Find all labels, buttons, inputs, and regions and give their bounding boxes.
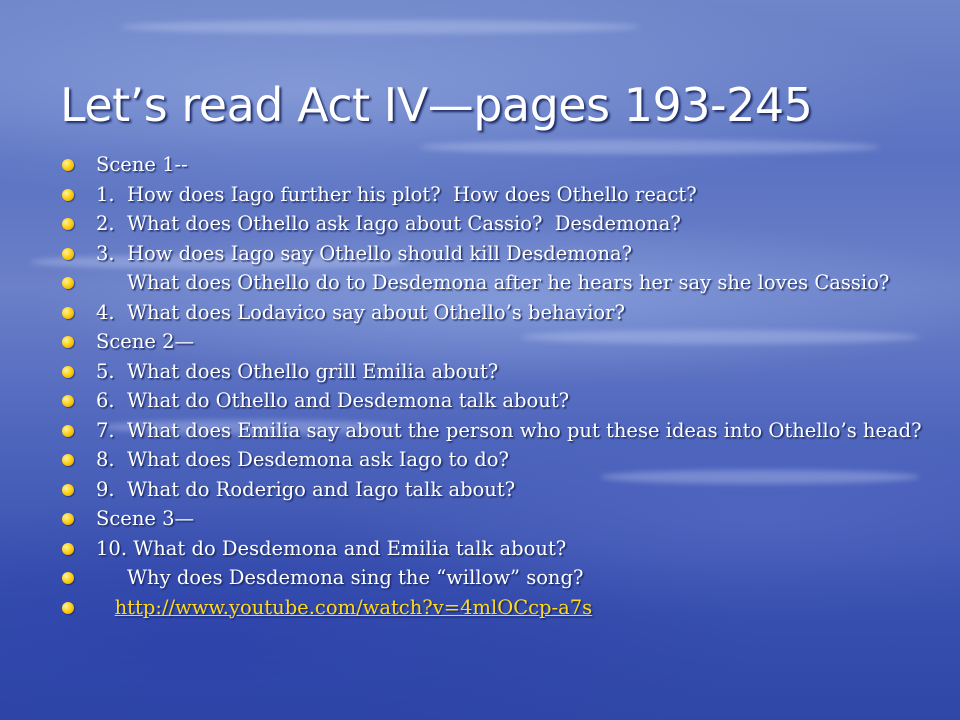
bullet-icon [62, 513, 74, 525]
bullet-item [60, 536, 930, 560]
cloud-streak [420, 140, 880, 154]
bullet-icon [62, 572, 74, 584]
bullet-text: 4. What does Lodavico say about Othello’s behavior? [96, 300, 625, 324]
bullet-icon [62, 189, 74, 201]
bullet-text: 7. What does Emilia say about the person who put these ideas into Othello’s head? [96, 418, 922, 442]
bullet-icon [62, 248, 74, 260]
bullet-text: Scene 3— [96, 507, 195, 530]
bullet-text: Scene 1-- [96, 153, 188, 176]
bullet-icon [62, 425, 74, 437]
bullet-text: 9. What do Roderigo and Iago talk about? [96, 477, 516, 501]
bullet-item [60, 332, 930, 352]
bullet-item [60, 182, 930, 206]
bullet-text: Scene 2— [96, 330, 195, 353]
bullet-item-link [60, 595, 930, 619]
bullet-text: 1. How does Iago further his plot? How does Othello react? [96, 182, 697, 206]
bullet-item [60, 391, 930, 411]
bullet-item [60, 214, 930, 234]
bullet-text: 3. How does Iago say Othello should kill Desdemona? [96, 241, 633, 265]
bullet-icon [62, 602, 74, 614]
youtube-link[interactable]: http://www.youtube.com/watch?v=4mlOCcp-a7s [114, 595, 593, 619]
bullet-icon [62, 366, 74, 378]
bullet-text: 10. What do Desdemona and Emilia talk about? [96, 536, 567, 560]
bullet-icon [62, 454, 74, 466]
bullet-icon [62, 395, 74, 407]
bullet-item [60, 568, 930, 588]
bullet-item [60, 418, 930, 442]
bullet-text: 8. What does Desdemona ask Iago to do? [96, 448, 509, 471]
bullet-item [60, 241, 930, 265]
bullet-item [60, 509, 930, 529]
bullet-icon [62, 307, 74, 319]
bullet-item [60, 155, 930, 175]
bullet-item [60, 477, 930, 501]
bullet-item [60, 450, 930, 470]
bullet-icon [62, 277, 74, 289]
bullet-icon [62, 218, 74, 230]
bullet-text: 2. What does Othello ask Iago about Cassio? Desdemona? [96, 212, 681, 235]
bullet-list [60, 155, 930, 627]
bullet-text: 6. What do Othello and Desdemona talk about? [96, 389, 570, 412]
bullet-item [60, 300, 930, 324]
cloud-streak [120, 20, 640, 34]
bullet-icon [62, 336, 74, 348]
bullet-icon [62, 543, 74, 555]
bullet-icon [62, 484, 74, 496]
bullet-item [60, 359, 930, 383]
bullet-text: Why does Desdemona sing the “willow” song? [96, 566, 584, 589]
bullet-icon [62, 159, 74, 171]
slide-title: Let’s read Act IV—pages 193-245 [60, 78, 813, 132]
bullet-text: What does Othello do to Desdemona after he hears her say she loves Cassio? [96, 271, 890, 294]
bullet-text: 5. What does Othello grill Emilia about? [96, 359, 499, 383]
bullet-item [60, 273, 930, 293]
link-prefix [96, 596, 115, 619]
